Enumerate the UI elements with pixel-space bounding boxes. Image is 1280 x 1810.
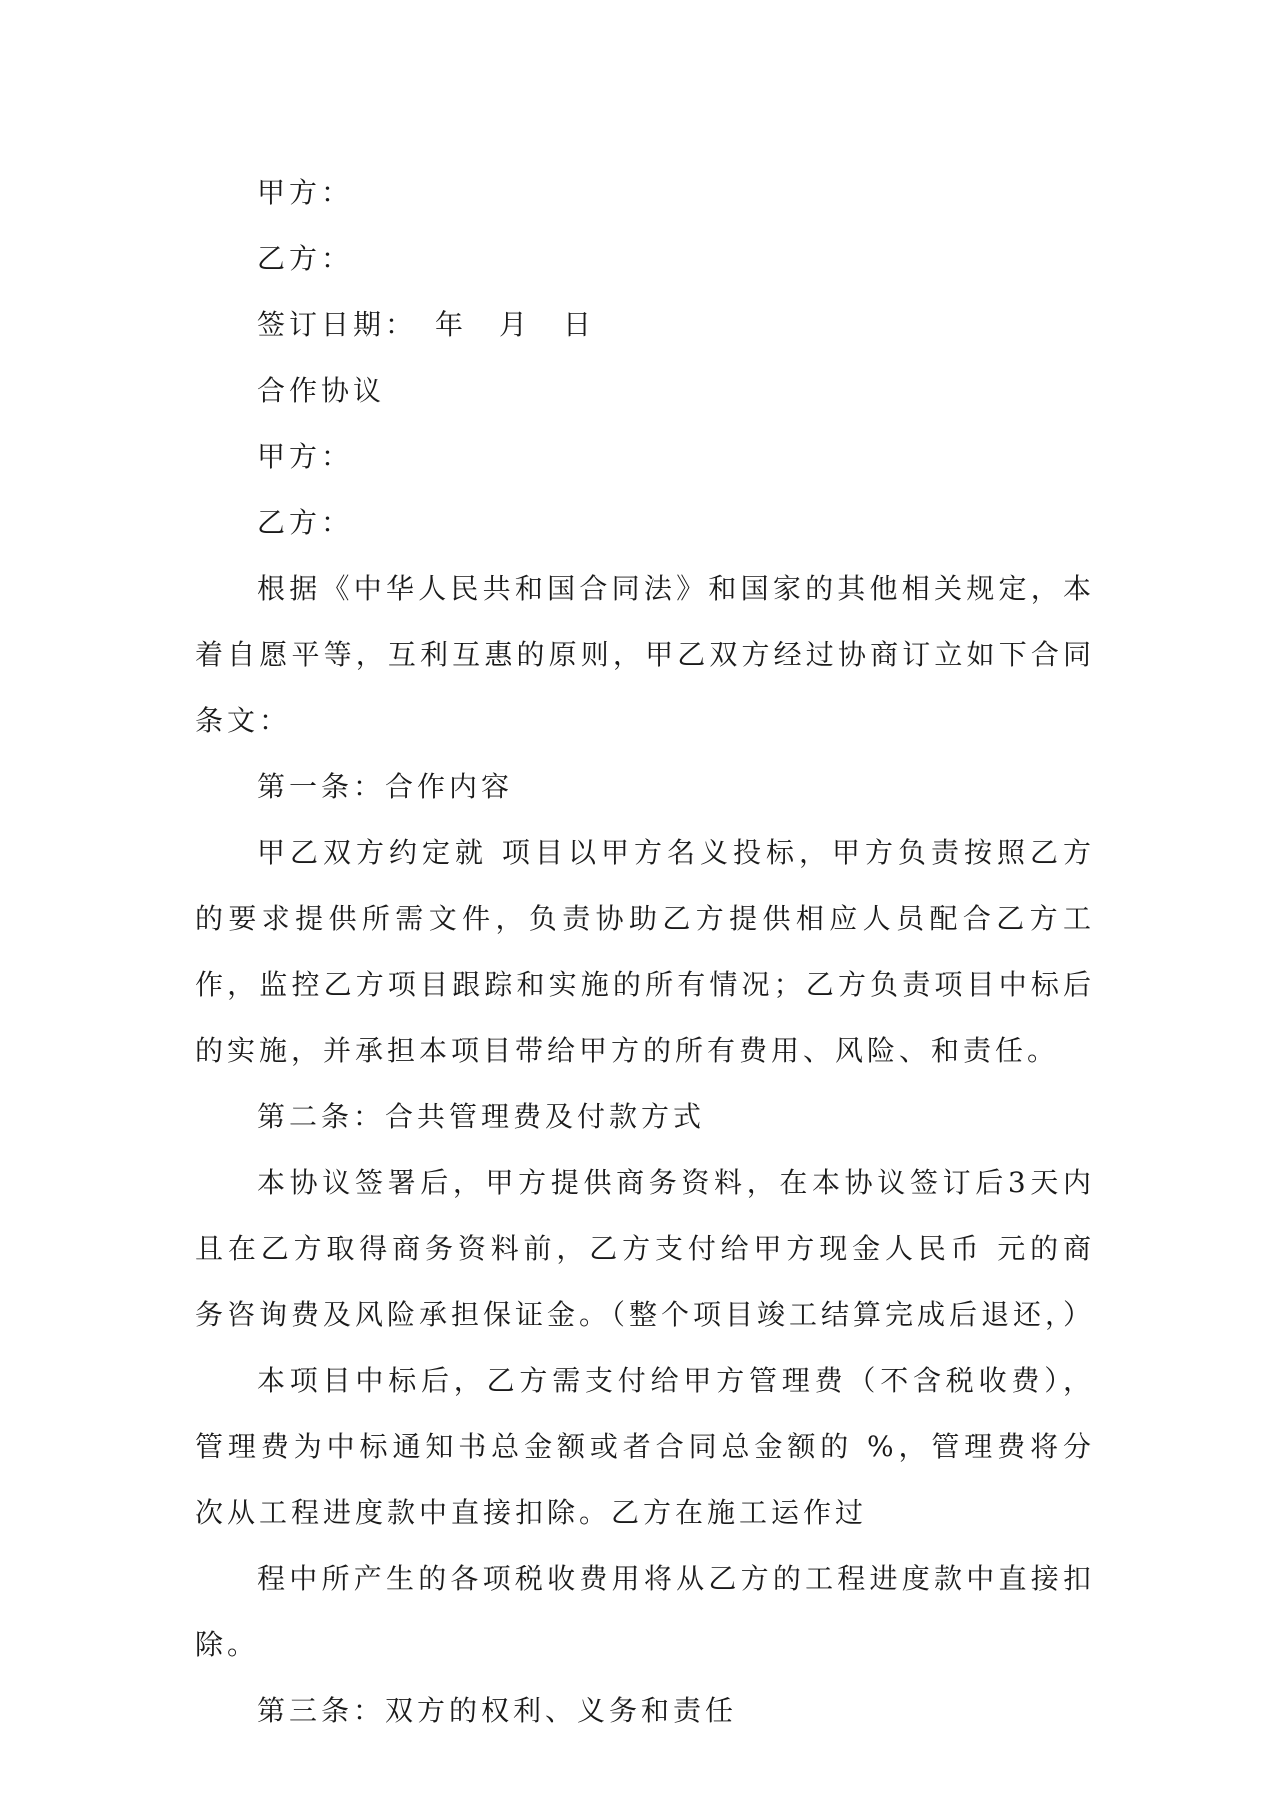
article-2-paragraph-2: 本项目中标后，乙方需支付给甲方管理费（不含税收费），管理费为中标通知书总金额或者合同总金额的 %，管理费将分次从工程进度款中直接扣除。乙方在施工运作过 bbox=[195, 1364, 1095, 1529]
article-2-paragraph-3: 程中所产生的各项税收费用将从乙方的工程进度款中直接扣除。 bbox=[195, 1562, 1095, 1661]
article-1-title: 第一条：合作内容 bbox=[257, 770, 514, 803]
article-3-title: 第三条：双方的权利、义务和责任 bbox=[257, 1694, 738, 1727]
article-2-paragraph-1: 本协议签署后，甲方提供商务资料，在本协议签订后3天内且在乙方取得商务资料前，乙方支付给甲方现金人民币 元的商务咨询费及风险承担保证金。（整个项目竣工结算完成后退还，） bbox=[195, 1166, 1096, 1331]
agreement-title: 合作协议 bbox=[257, 374, 386, 407]
preamble-paragraph: 根据《中华人民共和国合同法》和国家的其他相关规定，本着自愿平等，互利互惠的原则，甲乙双方经过协商订立如下合同条文： bbox=[195, 572, 1095, 737]
party-b-header: 乙方： bbox=[257, 242, 354, 275]
sign-date: 签订日期： 年 月 日 bbox=[257, 308, 596, 341]
article-1-body: 甲乙双方约定就 项目以甲方名义投标，甲方负责按照乙方的要求提供所需文件，负责协助乙方提供相应人员配合乙方工作，监控乙方项目跟踪和实施的所有情况；乙方负责项目中标后的实施，并承担本项目带给甲方的所有费用、风险、和责任。 bbox=[195, 836, 1095, 1067]
document-body bbox=[195, 160, 1095, 1744]
article-2-title: 第二条：合共管理费及付款方式 bbox=[257, 1100, 706, 1133]
party-a-header: 甲方： bbox=[257, 176, 354, 209]
party-a-line: 甲方： bbox=[257, 440, 354, 473]
party-b-line: 乙方： bbox=[257, 506, 354, 539]
